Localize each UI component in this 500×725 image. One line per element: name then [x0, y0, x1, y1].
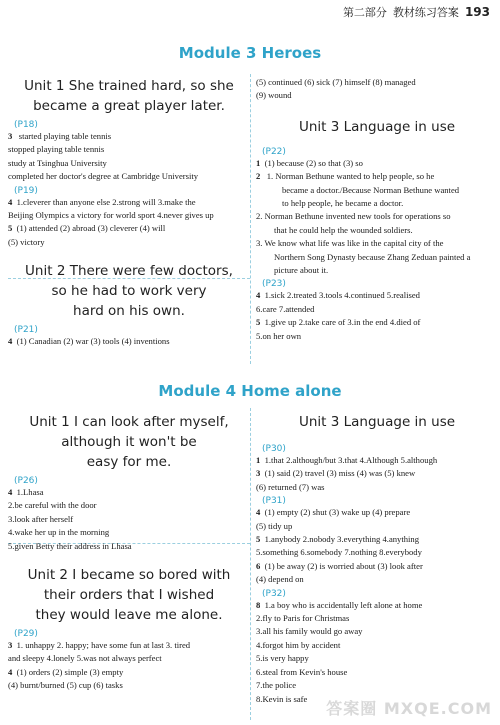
- answer-line: 8 1.a boy who is accidentally left alone at home: [256, 599, 423, 610]
- m3-unit1-title: Unit 1 She trained hard, so she became a great player later.: [24, 78, 234, 114]
- header-section: 第二部分: [342, 6, 387, 19]
- answer-line: study at Tsinghua University: [8, 157, 107, 168]
- answer-line: and sleepy 4.lonely 5.was not always perfect: [8, 653, 162, 664]
- answer-line: 5 1.anybody 2.nobody 3.everything 4.anything: [256, 534, 420, 545]
- watermark: 答案圈 MXQE.COM: [326, 699, 492, 718]
- answer-line: 2.be careful with the door: [8, 500, 97, 511]
- answer-line: 5.something 6.somebody 7.nothing 8.everybody: [256, 547, 422, 558]
- answer-line: to help people, he became a doctor.: [282, 198, 404, 209]
- page-ref-p26: (P26): [14, 476, 38, 486]
- answer-line: 7.the police: [256, 680, 297, 691]
- m4-unit3-title: Unit 3 Language in use: [298, 414, 456, 430]
- page-ref-p19: (P19): [14, 185, 38, 196]
- module3-title: Module 3 Heroes: [178, 44, 322, 62]
- answer-line: 2.fly to Paris for Christmas: [256, 613, 350, 624]
- m3-unit3-title: Unit 3 Language in use: [298, 118, 456, 135]
- answer-line: 4.forgot him by accident: [256, 639, 341, 650]
- page-ref-p31: (P31): [262, 496, 286, 507]
- answer-line: 2 1. Norman Bethune wanted to help people, so he: [256, 171, 435, 182]
- page-ref-p29: (P29): [14, 629, 38, 640]
- answer-line: 4 (1) Canadian (2) war (3) tools (4) inventions: [8, 336, 170, 347]
- page-ref-p32: (P32): [262, 588, 286, 599]
- answer-line: 5 1.give up 2.take care of 3.in the end 4.died of: [256, 317, 421, 328]
- answer-line: 4 (1) empty (2) shut (3) wake up (4) prepare: [256, 507, 411, 518]
- module4-title: Module 4 Home alone: [158, 382, 342, 400]
- answer-line: 3.all his family would go away: [256, 626, 363, 637]
- answer-line: 4 (1) orders (2) simple (3) empty: [8, 666, 124, 677]
- page-ref-p30: (P30): [262, 444, 286, 454]
- answer-line: 3.look after herself: [8, 513, 74, 524]
- answer-line: 6 (1) be away (2) is worried about (3) look after: [256, 560, 423, 571]
- column-divider-top: [250, 74, 251, 364]
- answer-line: completed her doctor's degree at Cambridge University: [8, 171, 199, 182]
- answer-line: 4 1.sick 2.treated 3.tools 4.continued 5.realised: [256, 290, 420, 301]
- answer-line: (9) wound: [256, 90, 292, 101]
- module3-right-column: [256, 76, 498, 343]
- answer-line: (4) depend on: [256, 574, 304, 585]
- answer-line: Northern Song Dynasty because Zhang Zeduan painted a: [274, 251, 471, 262]
- answer-line: (5) continued (6) sick (7) himself (8) managed: [256, 77, 416, 87]
- answer-line: 5 (1) attended (2) abroad (3) cleverer (4) will: [8, 223, 166, 234]
- answer-line: 3 (1) said (2) travel (3) miss (4) was (5) knew: [256, 468, 416, 479]
- page-header: [343, 4, 490, 20]
- answer-line: 6.care 7.attended: [256, 303, 315, 314]
- answer-line: 3 1. unhappy 2. happy; have some fun at last 3. tired: [8, 640, 191, 651]
- answer-line: Beijing Olympics a victory for world sport 4.never gives up: [8, 210, 214, 221]
- module4-right-column: [256, 410, 498, 706]
- page-ref-p21: (P21): [14, 325, 38, 336]
- page-ref-p23: (P23): [262, 279, 286, 290]
- m4-unit1-title: Unit 1 I can look after myself, although it won't be easy for me.: [29, 414, 229, 470]
- answer-line: that he could help the wounded soldiers.: [274, 224, 413, 235]
- answer-line: (6) returned (7) was: [256, 481, 325, 492]
- header-title: 教材练习答案: [392, 6, 459, 19]
- answer-line: 5.on her own: [256, 330, 302, 341]
- answer-line: 5.given Betty their address in Lhasa: [8, 540, 132, 551]
- page-number: 193: [464, 5, 490, 19]
- answer-line: (5) tidy up: [256, 520, 293, 531]
- answer-line: 6.steal from Kevin's house: [256, 666, 348, 677]
- answer-line: picture about it.: [274, 265, 329, 276]
- page-ref-p18: (P18): [14, 120, 38, 130]
- m4-unit2-title: Unit 2 I became so bored with their orders that I wished they would leave me alone.: [27, 567, 231, 624]
- answer-line: 1 1.that 2.although/but 3.that 4.Although 5.although: [256, 455, 438, 465]
- m3-unit2-title: Unit 2 There were few doctors, so he had to work very hard on his own.: [25, 263, 233, 320]
- module4-left-column: [8, 410, 250, 693]
- answer-line: 2. Norman Bethune invented new tools for operations so: [256, 211, 451, 222]
- answer-line: (5) victory: [8, 236, 45, 247]
- answer-line: 1 (1) because (2) so that (3) so: [256, 157, 363, 168]
- answer-line: stopped playing table tennis: [8, 144, 105, 155]
- column-divider-bottom: [250, 408, 251, 720]
- answer-line: (4) burnt/burned (5) cup (6) tasks: [8, 680, 123, 691]
- answer-line: 8.Kevin is safe: [256, 693, 308, 704]
- answer-line: 3 started playing table tennis: [8, 131, 112, 141]
- answer-line: 3. We know what life was like in the capital city of the: [256, 238, 444, 249]
- answer-line: 4.wake her up in the morning: [8, 527, 110, 538]
- page-ref-p22: (P22): [262, 146, 286, 157]
- module3-left-column: [8, 74, 250, 349]
- answer-line: 4 1.Lhasa: [8, 487, 44, 497]
- answer-line: became a doctor./Because Norman Bethune wanted: [282, 184, 460, 195]
- answer-line: 4 1.cleverer than anyone else 2.strong will 3.make the: [8, 196, 196, 207]
- answer-line: 5.is very happy: [256, 653, 309, 664]
